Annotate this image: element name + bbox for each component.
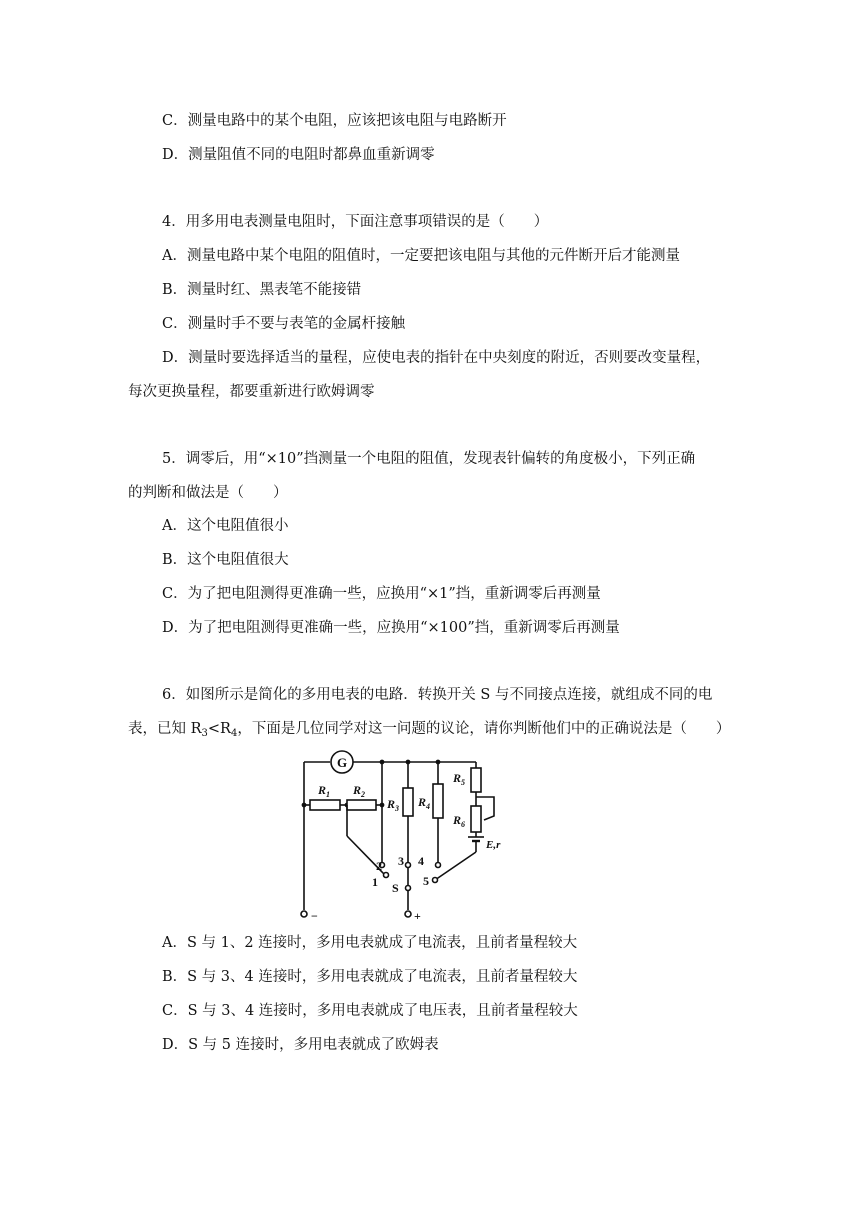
r6-label: $R_6$ [453,813,466,829]
switch-pivot [406,886,411,891]
q4-stem: 4．用多用电表测量电阻时，下面注意事项错误的是（ ） [162,214,549,230]
q6-option-b: B．S 与 3、4 连接时，多用电表就成了电流表，且前者量程较大 [162,969,578,985]
resistor-r5 [471,768,481,792]
contact-3-label: 3 [398,854,404,868]
positive-terminal-label: + [414,909,421,923]
contact-2-label: 2 [376,859,382,873]
q4-option-c: C．测量时手不要与表笔的金属杆接触 [162,316,406,332]
resistor-r2 [347,800,376,810]
resistor-r1 [310,800,340,810]
q6-option-a: A．S 与 1、2 连接时，多用电表就成了电流表，且前者量程较大 [162,935,578,951]
contact-1-label: 1 [372,875,378,889]
r4-label: $R_4$ [418,795,431,811]
q4-option-d-line2: 每次更换量程，都要重新进行欧姆调零 [128,384,375,400]
battery-label: E,r [486,839,501,851]
q6-stem-line2-pre: 表，已知 R [128,721,202,737]
r3-label: $R_3$ [387,797,400,813]
q4-option-d-line1: D．测量时要选择适当的量程，应使电表的指针在中央刻度的附近，否则要改变量程， [162,350,711,366]
resistor-r3 [403,788,413,816]
resistor-r4 [433,784,443,818]
negative-terminal-label: − [311,909,318,923]
q6-stem-line2-post: ，下面是几位同学对这一问题的议论，请你判断他们中的正确说法是（ ） [237,721,731,737]
q5-option-b: B．这个电阻值很大 [162,552,289,568]
q6-stem-line1: 6．如图所示是简化的多用电表的电路．转换开关 S 与不同接点连接，就组成不同的电 [162,687,713,703]
contact-3 [406,863,411,868]
galvanometer-label: G [336,755,348,770]
q6-stem-sub-3: 3 [201,728,208,739]
multimeter-circuit-diagram [290,744,510,926]
contact-1 [384,873,389,878]
contact-4-label: 4 [418,854,424,868]
q4-option-b: B．测量时红、黑表笔不能接错 [162,282,362,298]
r5-label: $R_5$ [453,771,466,787]
q5-stem-line1: 5．调零后，用“×10”挡测量一个电阻的阻值，发现表针偏转的角度极小，下列正确 [162,451,696,467]
r2-label: $R_2$ [353,783,366,799]
q4-option-a: A．测量电路中某个电阻的阻值时，一定要把该电阻与其他的元件断开后才能测量 [162,248,680,264]
q5-option-c: C．为了把电阻测得更准确一些，应换用“×1”挡，重新调零后再测量 [162,586,601,602]
q5-option-a: A．这个电阻值很小 [162,518,289,534]
contact-5 [433,878,438,883]
contact-4 [436,863,441,868]
r1-label: $R_1$ [318,783,331,799]
q6-stem-line2-mid: <R [207,721,231,737]
q5-option-d: D．为了把电阻测得更准确一些，应换用“×100”挡，重新调零后再测量 [162,620,620,636]
contact-5-label: 5 [423,874,429,888]
rheostat-r6 [471,806,481,832]
q6-option-d: D．S 与 5 连接时，多用电表就成了欧姆表 [162,1037,439,1053]
switch-label: S [392,881,399,895]
q6-stem-sub-4: 4 [230,728,238,739]
q6-option-c: C．S 与 3、4 连接时，多用电表就成了电压表，且前者量程较大 [162,1003,578,1019]
q3-option-c: C．测量电路中的某个电阻，应该把该电阻与电路断开 [162,113,507,129]
q5-stem-line2: 的判断和做法是（ ） [128,485,288,501]
q6-stem-line2 [128,719,730,744]
q3-option-d: D．测量阻值不同的电阻时都鼻血重新调零 [162,147,435,163]
